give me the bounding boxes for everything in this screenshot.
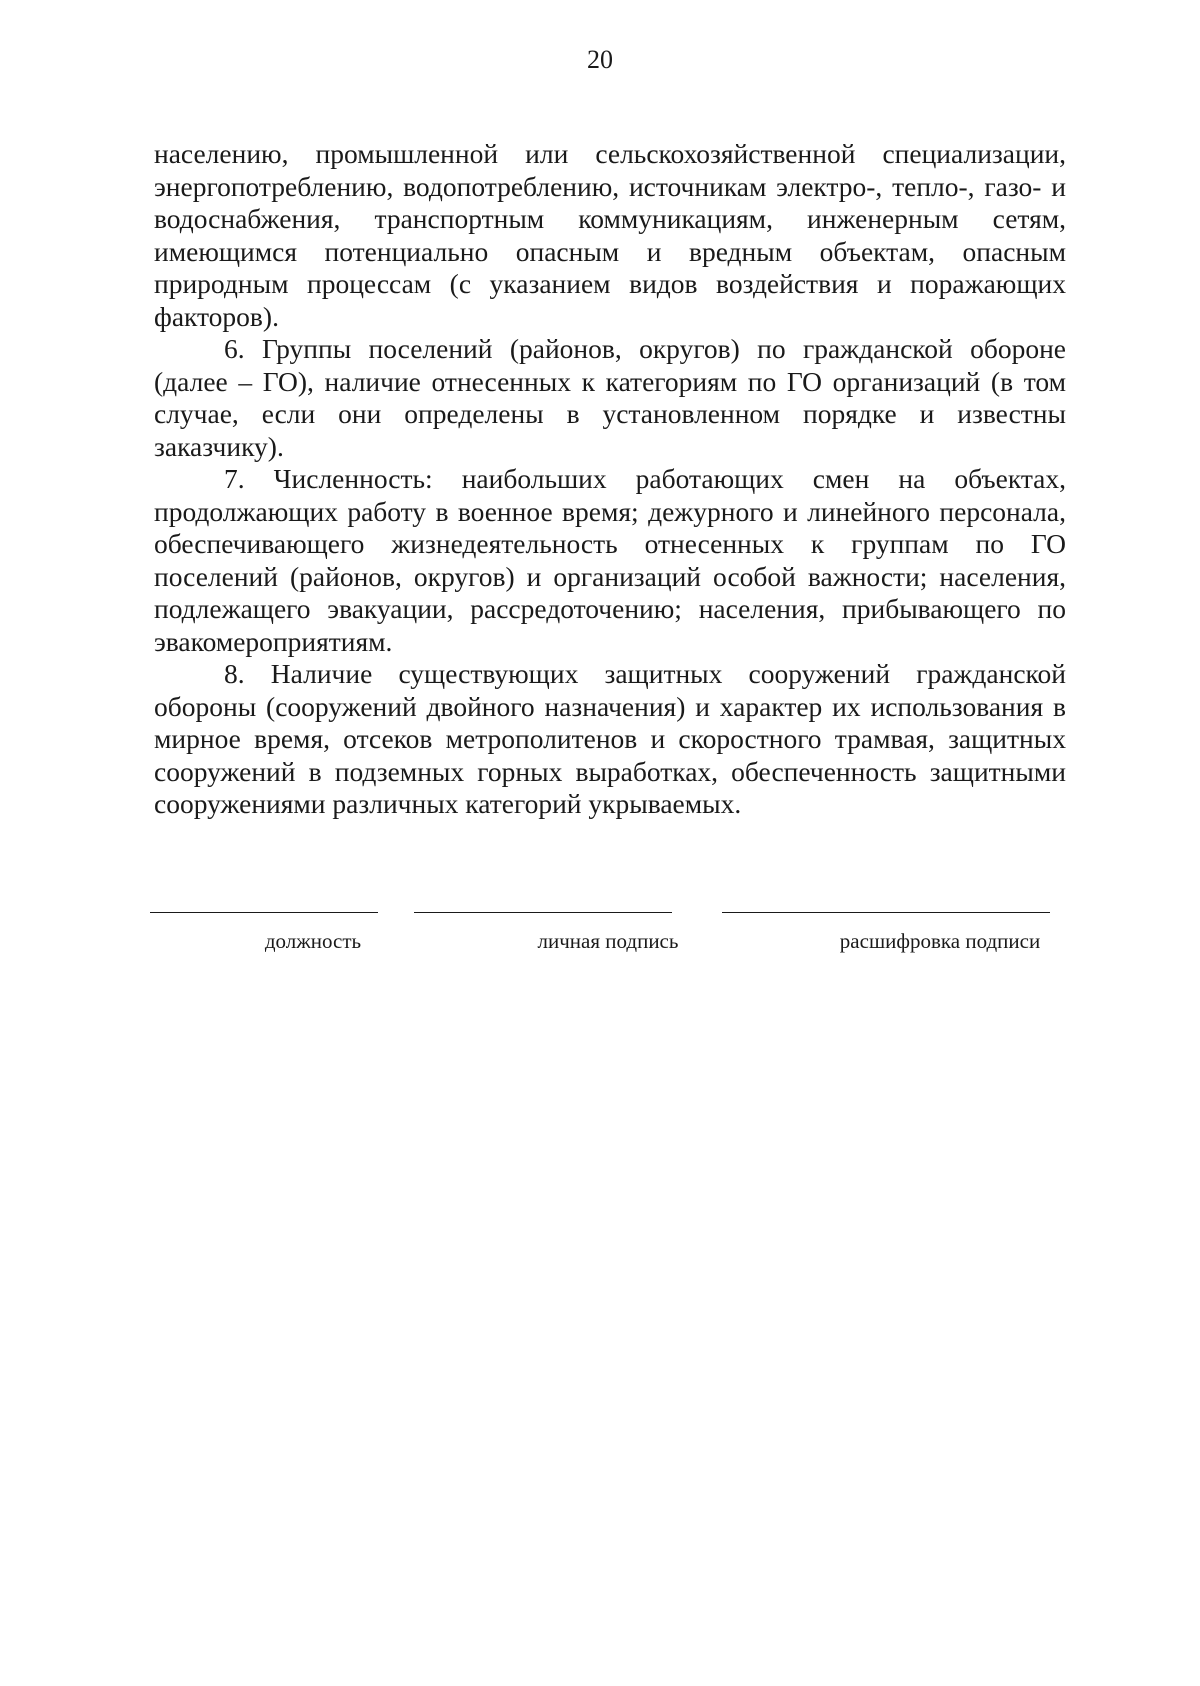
paragraph-item-8: 8. Наличие существующих защитных сооружений гражданской обороны (сооружений двойного назначения) и характер их использования в мирное время, отсеков метрополитенов и скоростного трамвая, защитных сооружений в подземных горных выработках, обеспеченность защитными сооружениями различных категорий укрываемых.	[154, 658, 1066, 819]
decoding-line	[722, 912, 1050, 913]
signature-line	[414, 912, 672, 913]
document-body	[154, 138, 1066, 821]
paragraph-item-6: 6. Группы поселений (районов, округов) по гражданской обороне (далее – ГО), наличие отнесенных к категориям по ГО организаций (в том случае, если они определены в установленном порядке и известны заказчику).	[154, 333, 1066, 462]
signature-label: личная подпись	[537, 929, 679, 953]
paragraph-item-7: 7. Численность: наибольших работающих смен на объектах, продолжающих работу в военное время; дежурного и линейного персонала, обеспечивающего жизнедеятельность отнесенных к группам по ГО поселений (районов, округов) и организаций особой важности; населения, подлежащего эвакуации, рассредоточению; населения, прибывающего по эвакомероприятиям.	[154, 463, 1066, 657]
page-number: 20	[587, 45, 613, 74]
position-label: должность	[264, 929, 362, 953]
signature-block	[0, 912, 1200, 972]
position-line	[150, 912, 378, 913]
paragraph-continuation: населению, промышленной или сельскохозяйственной специализации, энергопотреблению, водопотреблению, источникам электро-, тепло-, газо- и водоснабжения, транспортным коммуникациям, инженерным сетям, имеющимся потенциально опасным и вредным объектам, опасным природным процессам (с указанием видов воздействия и поражающих факторов).	[154, 138, 1066, 332]
decoding-label: расшифровка подписи	[839, 929, 1041, 953]
